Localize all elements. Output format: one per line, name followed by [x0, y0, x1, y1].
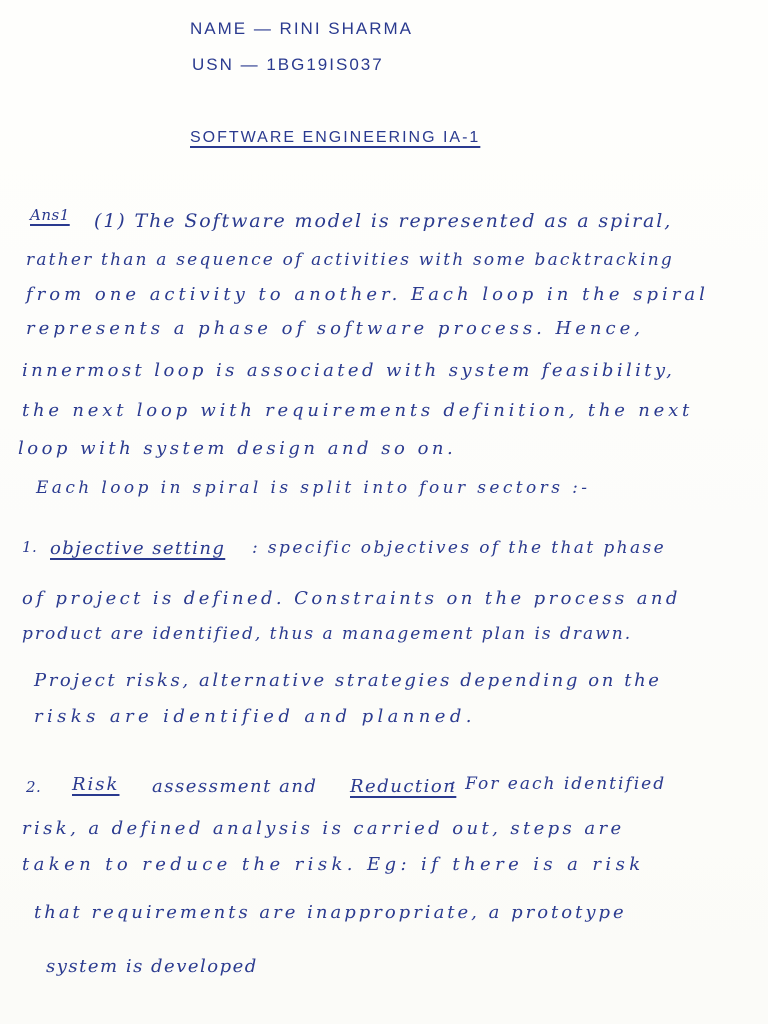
answer-line: from one activity to another. Each loop in the spiral — [26, 284, 709, 305]
answer-line: the next loop with requirements definition, the next — [22, 400, 694, 421]
page-title: SOFTWARE ENGINEERING IA-1 — [190, 129, 481, 146]
point-1-heading: objective setting — [50, 538, 226, 559]
point-1-line: of project is defined. Constraints on the process and — [22, 588, 681, 609]
point-2-number: 2. — [26, 778, 42, 796]
point-1-number: 1. — [22, 538, 38, 556]
answer-line: (1) The Software model is represented as a spiral, — [94, 210, 673, 232]
point-1-line: product are identified, thus a management plan is drawn. — [22, 624, 633, 644]
point-2-line: system is developed — [46, 956, 258, 977]
student-usn: USN — 1BG19IS037 — [192, 55, 384, 74]
answer-line: Each loop in spiral is split into four sectors :- — [36, 478, 591, 498]
answer-line: innermost loop is associated with system feasibility, — [22, 360, 676, 381]
answer-line: loop with system design and so on. — [18, 438, 457, 459]
point-1-line: Project risks, alternative strategies depending on the — [34, 670, 662, 691]
point-2-heading-risk: Risk — [72, 774, 120, 795]
point-2-heading-reduction: Reduction — [350, 776, 457, 797]
point-1-line: risks are identified and planned. — [34, 706, 476, 727]
student-name: NAME — RINI SHARMA — [190, 19, 414, 38]
point-2-line: risk, a defined analysis is carried out, steps are — [22, 818, 625, 839]
answer-line: represents a phase of software process. Hence, — [26, 318, 644, 339]
answer-label: Ans1 — [30, 206, 70, 224]
point-2-line: taken to reduce the risk. Eg: if there is a risk — [22, 854, 645, 875]
point-1-line: : specific objectives of the that phase — [252, 538, 667, 558]
point-2-heading-assessment: assessment and — [152, 776, 318, 797]
point-2-line: that requirements are inappropriate, a prototype — [34, 902, 627, 923]
answer-line: rather than a sequence of activities with some backtracking — [26, 250, 674, 270]
point-2-line: : For each identified — [450, 774, 667, 794]
